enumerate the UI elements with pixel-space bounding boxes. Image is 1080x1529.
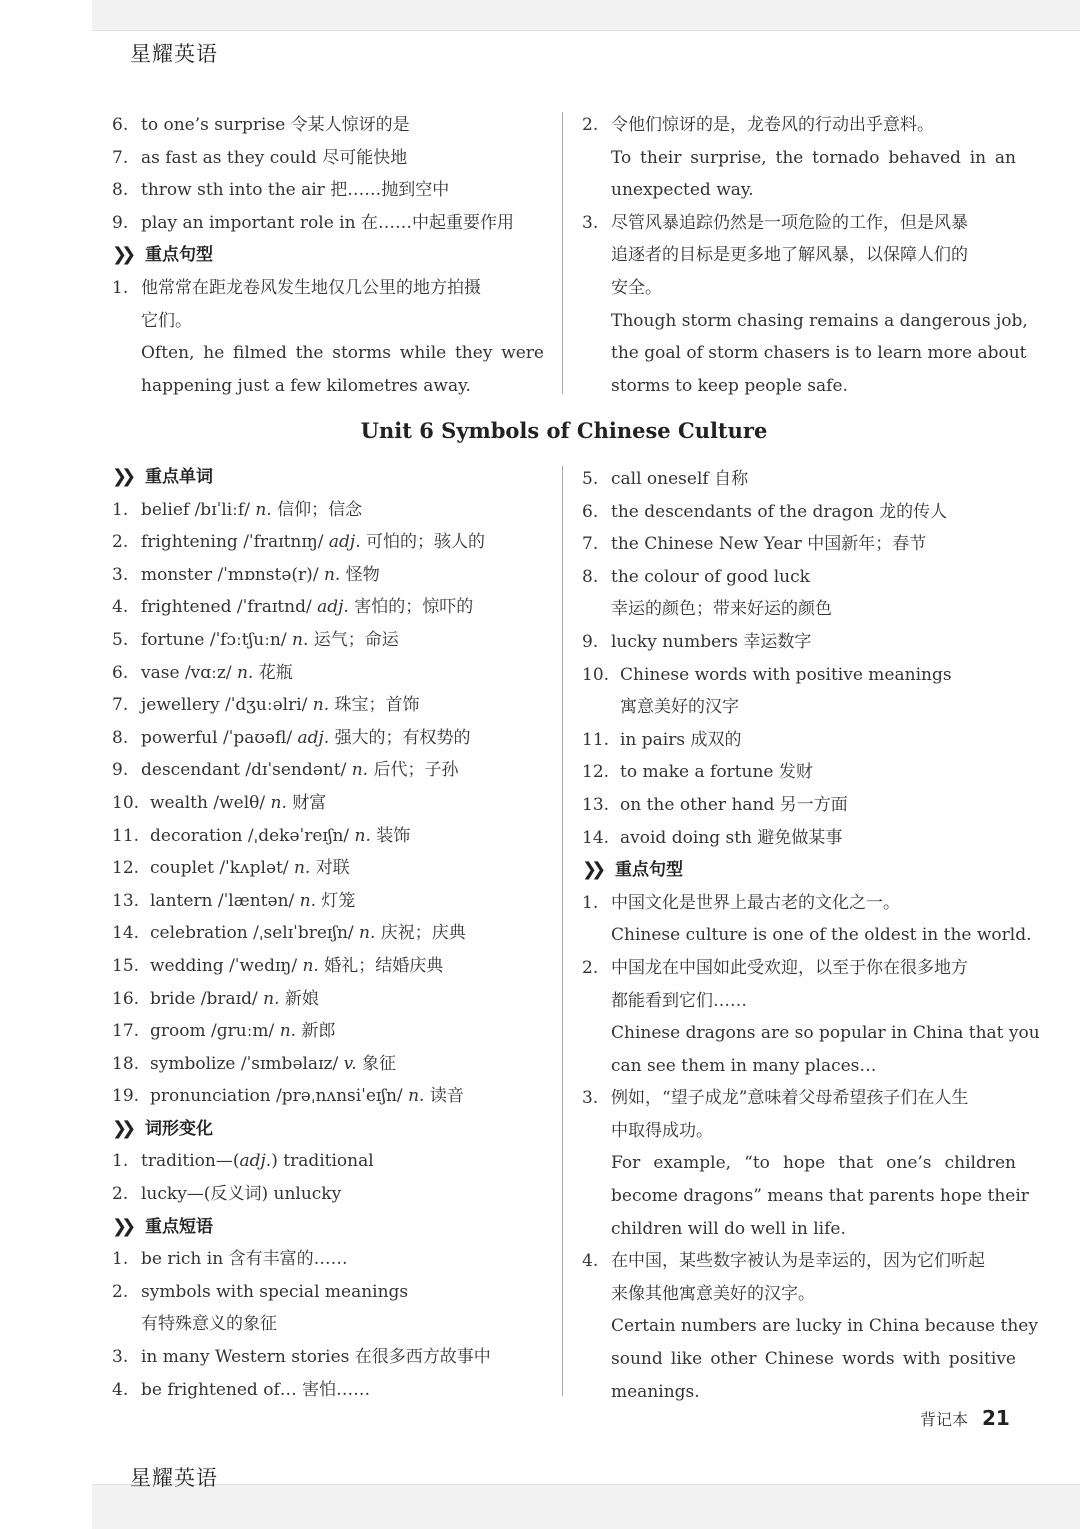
sentence-en: the goal of storm chasers is to learn more about	[611, 343, 1027, 364]
phrase-item: 1. be rich in 含有丰富的……	[112, 1249, 348, 1270]
phrase-item: 8. the colour of good luck	[582, 566, 810, 587]
column-divider	[562, 112, 563, 394]
sentence-en: happening just a few kilometres away.	[141, 375, 471, 396]
phrase-item: 5. call oneself 自称	[582, 469, 749, 489]
vocab-item: 4. frightened /ˈfraɪtnd/ adj. 害怕的；惊吓的	[112, 597, 474, 618]
unit6-left-column	[112, 461, 552, 1406]
section-header-words: ❯❯ 重点单词	[112, 461, 552, 494]
sentence-cn: 来像其他寓意美好的汉字。	[611, 1283, 815, 1304]
sentence-en: can see them in many places…	[611, 1055, 877, 1076]
phrase-item: 12. to make a fortune 发财	[582, 762, 813, 783]
wordform-item: 2. lucky—(反义词) unlucky	[112, 1184, 342, 1205]
sentence-en: meanings.	[611, 1381, 700, 1402]
sentence-cn: 1. 中国文化是世界上最古老的文化之一。	[582, 892, 900, 913]
wordform-item: 1. tradition—(adj.) traditional	[112, 1151, 374, 1172]
phrase-item: 4. be frightened of… 害怕……	[112, 1379, 371, 1400]
phrase-item: 7. as fast as they could 尽可能快地	[112, 147, 408, 168]
vocab-item: 13. lantern /ˈlæntən/ n. 灯笼	[112, 890, 356, 911]
vocab-item: 9. descendant /dɪˈsendənt/ n. 后代；子孙	[112, 760, 459, 781]
vocab-item: 8. powerful /ˈpaʊəfl/ adj. 强大的；有权势的	[112, 727, 471, 748]
section-header-phrases: ❯❯ 重点短语	[112, 1211, 552, 1244]
double-chevron-icon: ❯❯	[112, 1117, 131, 1139]
sentence-en: Chinese dragons are so popular in China that you	[611, 1023, 1040, 1044]
section-header-sentences: ❯❯ 重点句型	[582, 854, 1016, 887]
sentence-cn: 它们。	[141, 310, 192, 331]
sentence-en: sound like other Chinese words with positive	[611, 1349, 1016, 1370]
section-header-wordforms: ❯❯ 词形变化	[112, 1113, 552, 1146]
sentence-cn: 3. 尽管风暴追踪仍然是一项危险的工作，但是风暴	[582, 212, 968, 233]
vocab-item: 11. decoration /ˌdekəˈreɪʃn/ n. 装饰	[112, 825, 411, 846]
vocab-item: 14. celebration /ˌselɪˈbreɪʃn/ n. 庆祝；庆典	[112, 923, 466, 944]
section-header-sentences: ❯❯ 重点句型	[112, 239, 544, 272]
sentence-en: Though storm chasing remains a dangerous job,	[611, 310, 1028, 331]
phrase-item: 6. the descendants of the dragon 龙的传人	[582, 501, 948, 522]
phrase-item: 9. lucky numbers 幸运数字	[582, 631, 812, 652]
sentence-en: To their surprise, the tornado behaved in an	[611, 147, 1016, 168]
page-bottom-strip	[92, 1484, 1080, 1529]
sentence-en: Often, he filmed the storms while they were	[141, 343, 544, 364]
brand-header: 星耀英语	[130, 42, 218, 66]
vocab-item: 18. symbolize /ˈsɪmbəlaɪz/ v. 象征	[112, 1053, 397, 1074]
phrase-item: 13. on the other hand 另一方面	[582, 794, 848, 815]
vocab-item: 6. vase /vɑːz/ n. 花瓶	[112, 662, 293, 683]
vocab-item: 19. pronunciation /prəˌnʌnsiˈeɪʃn/ n. 读音	[112, 1086, 464, 1107]
phrase-item-cn: 有特殊意义的象征	[141, 1314, 277, 1335]
page-top-strip	[92, 0, 1080, 31]
vocab-item: 12. couplet /ˈkʌplət/ n. 对联	[112, 858, 350, 879]
vocab-item: 7. jewellery /ˈdʒuːəlri/ n. 珠宝；首饰	[112, 695, 420, 716]
column-divider	[562, 466, 563, 1396]
phrase-item: 6. to one’s surprise 令某人惊讶的是	[112, 115, 410, 135]
sentence-en: children will do well in life.	[611, 1218, 846, 1239]
double-chevron-icon: ❯❯	[112, 466, 131, 487]
unit5-right-column	[582, 109, 1028, 402]
double-chevron-icon: ❯❯	[112, 244, 131, 266]
vocab-item: 1. belief /bɪˈliːf/ n. 信仰；信念	[112, 499, 363, 520]
vocab-item: 3. monster /ˈmɒnstə(r)/ n. 怪物	[112, 564, 380, 585]
sentence-en: unexpected way.	[611, 180, 754, 201]
phrase-item: 7. the Chinese New Year 中国新年；春节	[582, 534, 927, 555]
double-chevron-icon: ❯❯	[112, 1215, 131, 1237]
sentence-cn: 4. 在中国，某些数字被认为是幸运的，因为它们听起	[582, 1251, 985, 1272]
sentence-cn: 追逐者的目标是更多地了解风暴，以保障人们的	[611, 245, 968, 266]
sentence-cn: 2. 令他们惊讶的是，龙卷风的行动出乎意料。	[582, 115, 934, 135]
sentence-cn: 安全。	[611, 277, 662, 298]
unit5-left-column	[112, 109, 544, 402]
vocab-item: 16. bride /braɪd/ n. 新娘	[112, 988, 319, 1009]
phrase-item: 9. play an important role in 在……中起重要作用	[112, 212, 514, 233]
phrase-item-cn: 寓意美好的汉字	[620, 697, 739, 718]
sentence-cn: 都能看到它们……	[611, 990, 747, 1011]
page-footer	[920, 1406, 1010, 1430]
phrase-item: 11. in pairs 成双的	[582, 729, 742, 750]
vocab-item: 15. wedding /ˈwedɪŋ/ n. 婚礼；结婚庆典	[112, 955, 444, 976]
page-number: 21	[982, 1406, 1010, 1430]
vocab-item: 5. fortune /ˈfɔːtʃuːn/ n. 运气；命运	[112, 629, 399, 650]
sentence-en: become dragons” means that parents hope their	[611, 1186, 1029, 1207]
vocab-item: 17. groom /ɡruːm/ n. 新郎	[112, 1021, 336, 1042]
phrase-item: 10. Chinese words with positive meanings	[582, 664, 952, 685]
sentence-en: Chinese culture is one of the oldest in the world.	[611, 925, 1032, 946]
phrase-item: 2. symbols with special meanings	[112, 1281, 409, 1302]
unit-title: Unit 6 Symbols of Chinese Culture	[360, 418, 768, 443]
phrase-item: 3. in many Western stories 在很多西方故事中	[112, 1347, 491, 1368]
sentence-cn: 中取得成功。	[611, 1120, 713, 1141]
sentence-cn: 3. 例如，“望子成龙”意味着父母希望孩子们在人生	[582, 1088, 969, 1109]
phrase-item: 8. throw sth into the air 把……抛到空中	[112, 180, 450, 201]
phrase-item-cn: 幸运的颜色；带来好运的颜色	[611, 599, 832, 620]
sentence-cn: 1. 他常常在距龙卷风发生地仅几公里的地方拍摄	[112, 277, 481, 298]
brand-footer: 星耀英语	[130, 1466, 218, 1490]
sentence-en: Certain numbers are lucky in China because they	[611, 1316, 1038, 1337]
sentence-en: storms to keep people safe.	[611, 375, 848, 396]
sentence-cn: 2. 中国龙在中国如此受欢迎，以至于你在很多地方	[582, 957, 968, 978]
vocab-item: 10. wealth /welθ/ n. 财富	[112, 792, 327, 813]
unit6-right-column	[582, 463, 1040, 1408]
phrase-item: 14. avoid doing sth 避免做某事	[582, 827, 843, 848]
sentence-en: For example, “to hope that one’s children	[611, 1153, 1016, 1174]
double-chevron-icon: ❯❯	[582, 859, 601, 881]
page-label: 背记本	[920, 1410, 969, 1429]
vocab-item: 2. frightening /ˈfraɪtnɪŋ/ adj. 可怕的；骇人的	[112, 532, 486, 553]
